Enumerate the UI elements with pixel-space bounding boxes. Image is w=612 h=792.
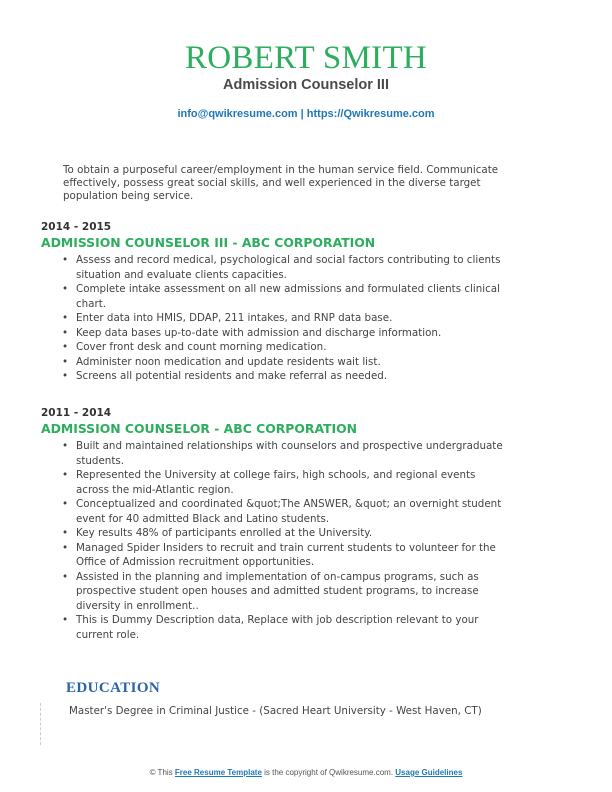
job-duties-list: [41, 439, 561, 642]
job-dates: 2014 - 2015: [41, 221, 112, 233]
job-title: ADMISSION COUNSELOR III - ABC CORPORATION: [41, 235, 376, 250]
summary-text: To obtain a purposeful career/employment in the human service field. Communicate effectively, possess great social skills, and well experienced in the diverse target population being service.: [63, 164, 499, 202]
duty-item: • Assess and record medical, psychological and social factors contributing to clients situation and evaluate clients capacities.: [41, 253, 506, 282]
duty-item: • This is Dummy Description data, Replace with job description relevant to your current role.: [41, 613, 506, 642]
job-entry-1: [41, 221, 561, 384]
resume-header: [0, 40, 612, 121]
duty-item: • Managed Spider Insiders to recruit and train current students to volunteer for the Office of Admission recruitment opportunities.: [41, 541, 506, 570]
website-link[interactable]: https://Qwikresume.com: [306, 108, 435, 120]
duty-item: • Keep data bases up-to-date with admission and discharge information.: [41, 326, 506, 341]
footer-prefix: © This: [149, 768, 175, 777]
footer-middle: is the copyright of Qwikresume.com.: [261, 768, 396, 777]
job-title: ADMISSION COUNSELOR - ABC CORPORATION: [41, 421, 358, 436]
contact-line: [0, 107, 612, 121]
duty-item: • Key results 48% of participants enrolled at the University.: [41, 526, 506, 541]
usage-guidelines-link[interactable]: Usage Guidelines: [395, 768, 463, 777]
duty-item: • Enter data into HMIS, DDAP, 211 intakes, and RNP data base.: [41, 311, 506, 326]
duty-item: • Built and maintained relationships with counselors and prospective undergraduate students.: [41, 439, 506, 468]
education-divider: [40, 703, 41, 745]
duty-item: • Conceptualized and coordinated &quot;The ANSWER, &quot; an overnight student event for 40 admitted Black and Latino students.: [41, 497, 506, 526]
duty-item: • Cover front desk and count morning medication.: [41, 340, 506, 355]
contact-separator: |: [297, 108, 307, 120]
duty-item: • Complete intake assessment on all new admissions and formulated clients clinical chart.: [41, 282, 506, 311]
candidate-name: ROBERT SMITH: [184, 40, 428, 76]
email-link[interactable]: info@qwikresume.com: [177, 108, 298, 120]
duty-item: • Assisted in the planning and implementation of on-campus programs, such as prospective student open houses and admitted student programs, to increase diversity in enrollment..: [41, 570, 506, 614]
free-template-link[interactable]: Free Resume Template: [174, 768, 262, 777]
job-entry-2: [41, 407, 561, 642]
job-duties-list: [41, 253, 561, 384]
education-heading: EDUCATION: [66, 680, 161, 696]
job-dates: 2011 - 2014: [41, 407, 112, 419]
copyright-footer: [0, 768, 612, 778]
candidate-title: Admission Counselor III: [223, 77, 389, 93]
duty-item: • Represented the University at college fairs, high schools, and regional events across the mid-Atlantic region.: [41, 468, 506, 497]
duty-item: • Administer noon medication and update residents wait list.: [41, 355, 506, 370]
education-item: Master's Degree in Criminal Justice - (Sacred Heart University - West Haven, CT): [69, 705, 482, 717]
duty-item: • Screens all potential residents and make referral as needed.: [41, 369, 506, 384]
